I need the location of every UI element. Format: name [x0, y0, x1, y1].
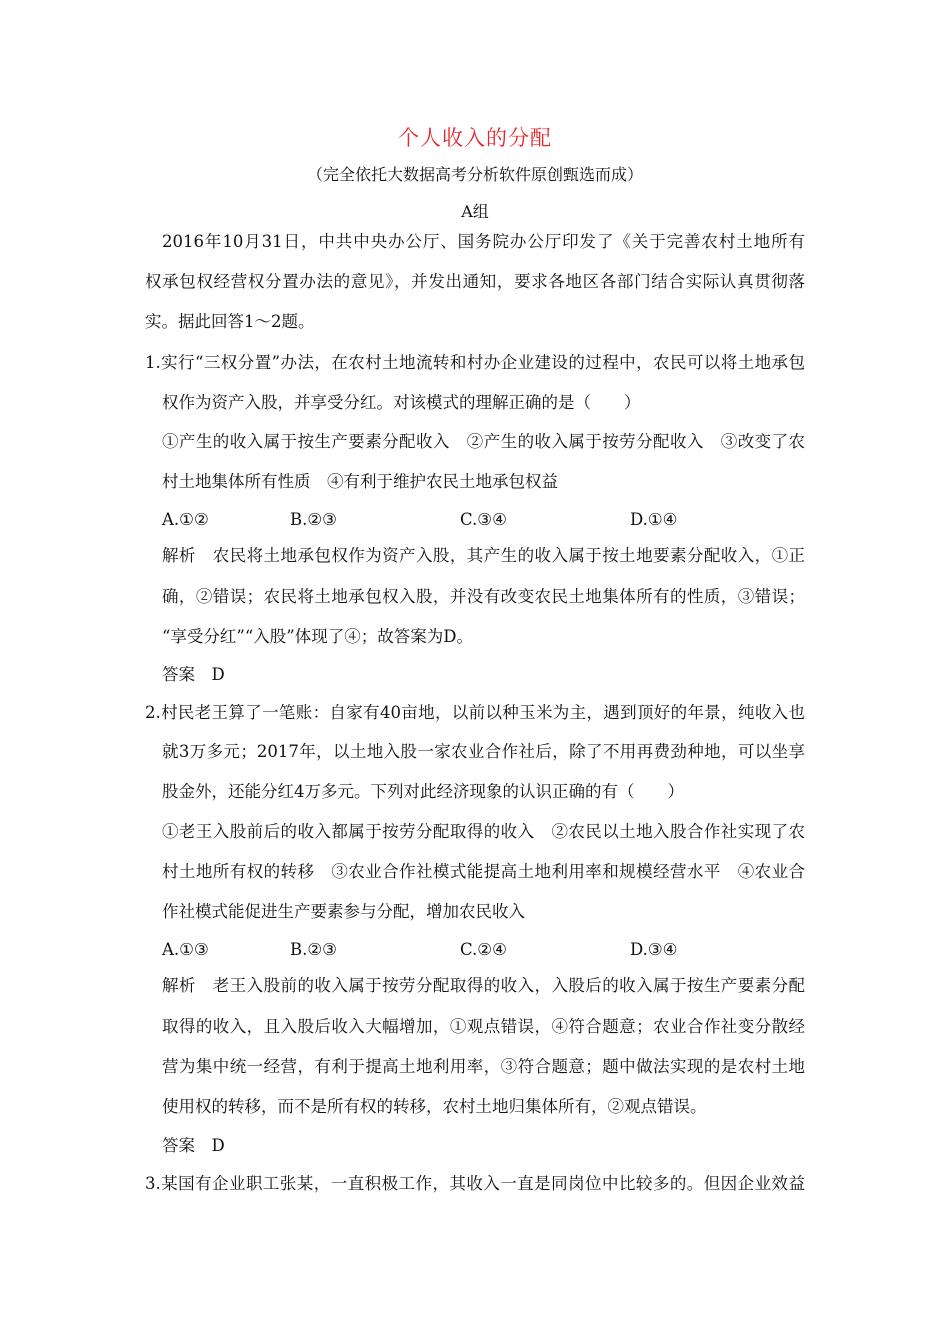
question-2-answer: 答案 D — [162, 1136, 225, 1155]
question-3-stem: 3.某国有企业职工张某，一直积极工作，其收入一直是同岗位中比较多的。但因企业效益 — [145, 1174, 805, 1193]
question-2-option-a: A.①③ — [162, 940, 209, 959]
question-1-stem: 1.实行“三权分置”办法，在农村土地流转和村办企业建设的过程中，农民可以将土地承包 — [145, 353, 805, 372]
question-1-option-c: C.③④ — [460, 510, 507, 529]
question-2-analysis: 营为集中统一经营，有利于提高土地利用率，③符合题意；题中做法实现的是农村土地 — [162, 1057, 805, 1076]
question-2-option-b: B.②③ — [290, 940, 337, 959]
question-1-item: 村土地集体所有性质 ④有利于维护农民土地承包权益 — [162, 472, 558, 491]
question-2-option-d: D.③④ — [630, 940, 678, 959]
question-2-stem: 股金外，还能分红4万多元。下列对此经济现象的认识正确的有（ ） — [162, 782, 684, 801]
question-2-stem: 就3万多元；2017年，以土地入股一家农业合作社后，除了不用再费劲种地，可以坐享 — [162, 742, 805, 761]
question-2-analysis: 解析 老王入股前的收入属于按劳分配取得的收入，入股后的收入属于按生产要素分配 — [162, 976, 805, 995]
intro-line: 权承包权经营权分置办法的意见》，并发出通知，要求各地区各部门结合实际认真贯彻落 — [145, 272, 805, 291]
question-2-item: ①老王入股前后的收入都属于按劳分配取得的收入 ②农民以土地入股合作社实现了农 — [162, 822, 805, 841]
question-2-option-c: C.②④ — [460, 940, 507, 959]
intro-line: 实。据此回答1～2题。 — [145, 312, 315, 331]
question-2-item: 村土地所有权的转移 ③农业合作社模式能提高土地利用率和规模经营水平 ④农业合 — [162, 862, 805, 881]
question-1-option-b: B.②③ — [290, 510, 337, 529]
question-2-stem: 2.村民老王算了一笔账：自家有40亩地，以前以种玉米为主，遇到顶好的年景，纯收入也 — [145, 703, 805, 722]
intro-line: 2016年10月31日，中共中央办公厅、国务院办公厅印发了《关于完善农村土地所有 — [162, 232, 805, 251]
question-1-analysis: 确，②错误；农民将土地承包权入股，并没有改变农民土地集体所有的性质，③错误； — [162, 587, 805, 606]
page-subtitle: （完全依托大数据高考分析软件原创甄选而成） — [306, 165, 643, 184]
group-heading: A组 — [461, 202, 489, 221]
question-1-option-a: A.①② — [162, 510, 209, 529]
question-1-stem: 权作为资产入股，并享受分红。对该模式的理解正确的是（ ） — [162, 393, 641, 412]
question-2-analysis: 取得的收入，且入股后收入大幅增加，①观点错误，④符合题意；农业合作社变分散经 — [162, 1017, 805, 1036]
question-1-option-d: D.①④ — [630, 510, 678, 529]
page-title: 个人收入的分配 — [398, 126, 552, 150]
question-1-answer: 答案 D — [162, 665, 225, 684]
question-2-item: 作社模式能促进生产要素参与分配，增加农民收入 — [162, 902, 525, 921]
question-1-analysis: 解析 农民将土地承包权作为资产入股，其产生的收入属于按土地要素分配收入，①正 — [162, 546, 805, 565]
question-1-analysis: “享受分红”“入股”体现了④；故答案为D。 — [162, 627, 473, 646]
question-2-analysis: 使用权的转移，而不是所有权的转移，农村土地归集体所有，②观点错误。 — [162, 1097, 707, 1116]
question-1-item: ①产生的收入属于按生产要素分配收入 ②产生的收入属于按劳分配收入 ③改变了农 — [162, 432, 805, 451]
